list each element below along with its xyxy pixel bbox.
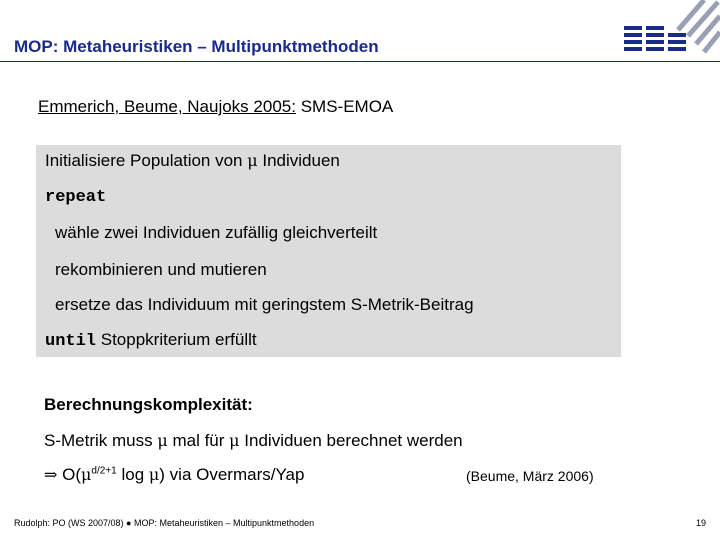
line1-part-a: S-Metrik muss xyxy=(44,431,158,450)
line1-part-b: mal für xyxy=(167,431,230,450)
algorithm-step-2: rekombinieren und mutieren xyxy=(55,260,267,279)
line2-part-c: ) via Overmars/Yap xyxy=(159,465,305,484)
citation: (Beume, März 2006) xyxy=(466,468,594,484)
mu-symbol: μ xyxy=(229,431,240,450)
complexity-line-2 xyxy=(44,465,304,485)
line2-part-a: O( xyxy=(57,465,82,484)
header-divider xyxy=(0,61,720,62)
algorithm-init xyxy=(45,151,340,171)
mu-symbol: μ xyxy=(157,431,168,450)
reference-line xyxy=(38,97,393,117)
line1-part-c: Individuen berechnet werden xyxy=(239,431,463,450)
complexity-line-1 xyxy=(44,431,463,451)
reference-method: SMS-EMOA xyxy=(300,97,394,116)
keyword-repeat: repeat xyxy=(45,188,107,207)
algorithm-box xyxy=(36,145,621,357)
algorithm-step-3: ersetze das Individuum mit geringstem S-Metrik-Beitrag xyxy=(55,295,474,314)
init-suffix: Individuen xyxy=(257,151,340,170)
mu-symbol: μ xyxy=(148,465,160,484)
line2-part-b: log xyxy=(116,465,149,484)
university-logo-icon xyxy=(618,0,720,64)
mu-symbol: μ xyxy=(81,465,92,484)
init-prefix: Initialisiere Population von xyxy=(45,151,248,170)
algorithm-step-1: wähle zwei Individuen zufällig gleichverteilt xyxy=(55,223,378,242)
implies-icon: ⇒ xyxy=(44,465,58,484)
algorithm-until xyxy=(45,330,257,351)
reference-authors: Emmerich, Beume, Naujoks 2005: xyxy=(38,97,296,116)
mu-symbol: μ xyxy=(247,151,258,170)
keyword-until: until xyxy=(45,332,97,351)
until-text: Stoppkriterium erfüllt xyxy=(96,330,257,349)
header-title: MOP: Metaheuristiken – Multipunktmethoden xyxy=(14,37,379,56)
exponent: d/2+1 xyxy=(91,465,117,477)
footer-text: Rudolph: PO (WS 2007/08) ● MOP: Metaheuristiken – Multipunktmethoden xyxy=(14,518,315,528)
page-number: 19 xyxy=(695,518,706,528)
complexity-heading: Berechnungskomplexität: xyxy=(44,395,253,414)
